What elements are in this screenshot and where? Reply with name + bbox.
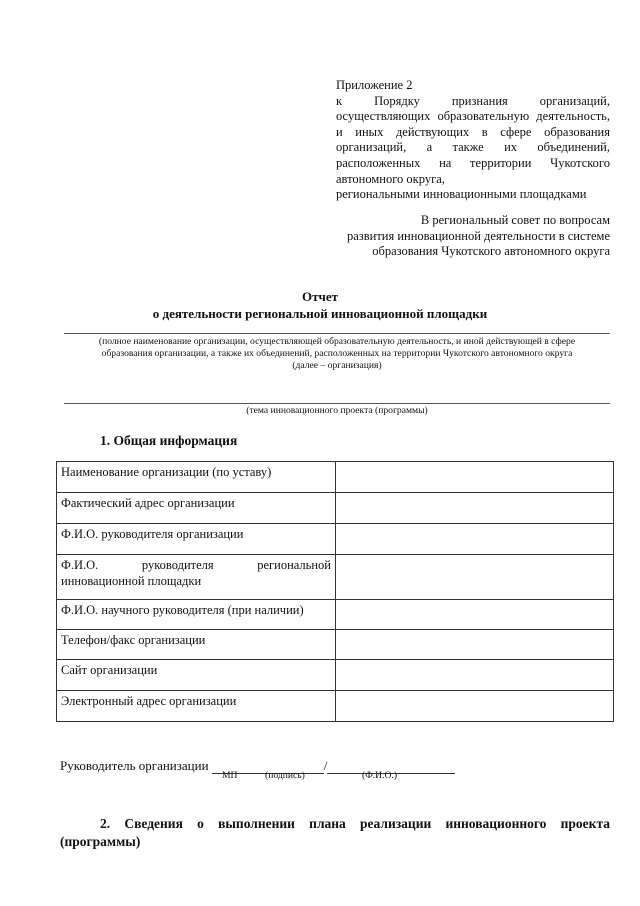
addressee-line: образования Чукотского автономного округа — [372, 244, 610, 259]
table-row — [57, 630, 614, 660]
org-name-caption — [60, 336, 614, 372]
org-name-line[interactable] — [64, 333, 610, 334]
stamp-label: МП — [222, 770, 238, 781]
section-2-title: 2. Сведения о выполнении плана реализации инновационного проекта (программы) — [60, 816, 610, 849]
row-label: Электронный адрес организации — [57, 691, 336, 722]
topic-caption: (тема инновационного проекта (программы) — [246, 405, 428, 416]
addressee-line: В региональный совет по вопросам — [420, 213, 610, 227]
row-value-cell[interactable] — [336, 600, 614, 630]
table-row — [57, 493, 614, 524]
row-value-cell[interactable] — [336, 630, 614, 660]
appendix-header — [336, 78, 610, 203]
table-row — [57, 524, 614, 555]
table-row — [57, 462, 614, 493]
appendix-line: к Порядку признания организаций, — [336, 93, 610, 108]
row-label-text: Ф.И.О. руководителя региональной инновационной площадки — [61, 558, 331, 588]
report-title: Отчет — [302, 289, 338, 304]
caption-line: образования организации, а также их объединений, расположенных на территории Чукотского автономного округа — [101, 348, 573, 359]
row-label: Телефон/факс организации — [57, 630, 336, 660]
row-value-cell[interactable] — [336, 462, 614, 493]
sign-caption: (подпись) — [265, 770, 305, 781]
appendix-line: автономного округа, — [336, 171, 445, 186]
appendix-line: и иных действующих в сфере образования — [336, 124, 610, 139]
appendix-line: осуществляющих образовательную деятельность, — [336, 109, 610, 124]
appendix-line: организаций, а также их объединений, — [336, 140, 610, 155]
addressee-block — [330, 213, 610, 260]
caption-line: (полное наименование организации, осуществляющей образовательную деятельность, и иной действующей в сфере — [98, 336, 576, 347]
appendix-line: Приложение 2 — [336, 78, 413, 92]
table-row — [57, 691, 614, 722]
name-caption: (Ф.И.О.) — [362, 770, 398, 781]
signature-separator: / — [323, 758, 328, 773]
row-value-cell[interactable] — [336, 555, 614, 600]
table-row — [57, 555, 614, 600]
row-value-cell[interactable] — [336, 660, 614, 691]
signature-label: Руководитель организации — [60, 758, 209, 773]
addressee-line: развития инновационной деятельности в системе — [347, 228, 610, 243]
row-label: Ф.И.О. руководителя организации — [57, 524, 336, 555]
row-label: Ф.И.О. научного руководителя (при наличии) — [57, 600, 336, 630]
table-row — [57, 600, 614, 630]
general-info-table — [56, 461, 614, 722]
row-label: Наименование организации (по уставу) — [57, 462, 336, 493]
row-value-cell[interactable] — [336, 493, 614, 524]
table-row — [57, 660, 614, 691]
caption-line: (далее – организация) — [292, 360, 382, 371]
row-value-cell[interactable] — [336, 691, 614, 722]
row-label — [57, 555, 336, 600]
row-value-cell[interactable] — [336, 524, 614, 555]
report-subtitle: о деятельности региональной инновационной площадки — [152, 306, 488, 321]
section-1-title: 1. Общая информация — [100, 433, 238, 448]
appendix-line: расположенных на территории Чукотского — [336, 155, 610, 170]
row-label: Сайт организации — [57, 660, 336, 691]
row-label: Фактический адрес организации — [57, 493, 336, 524]
appendix-line: региональными инновационными площадками — [336, 187, 587, 202]
topic-line[interactable] — [64, 403, 610, 404]
